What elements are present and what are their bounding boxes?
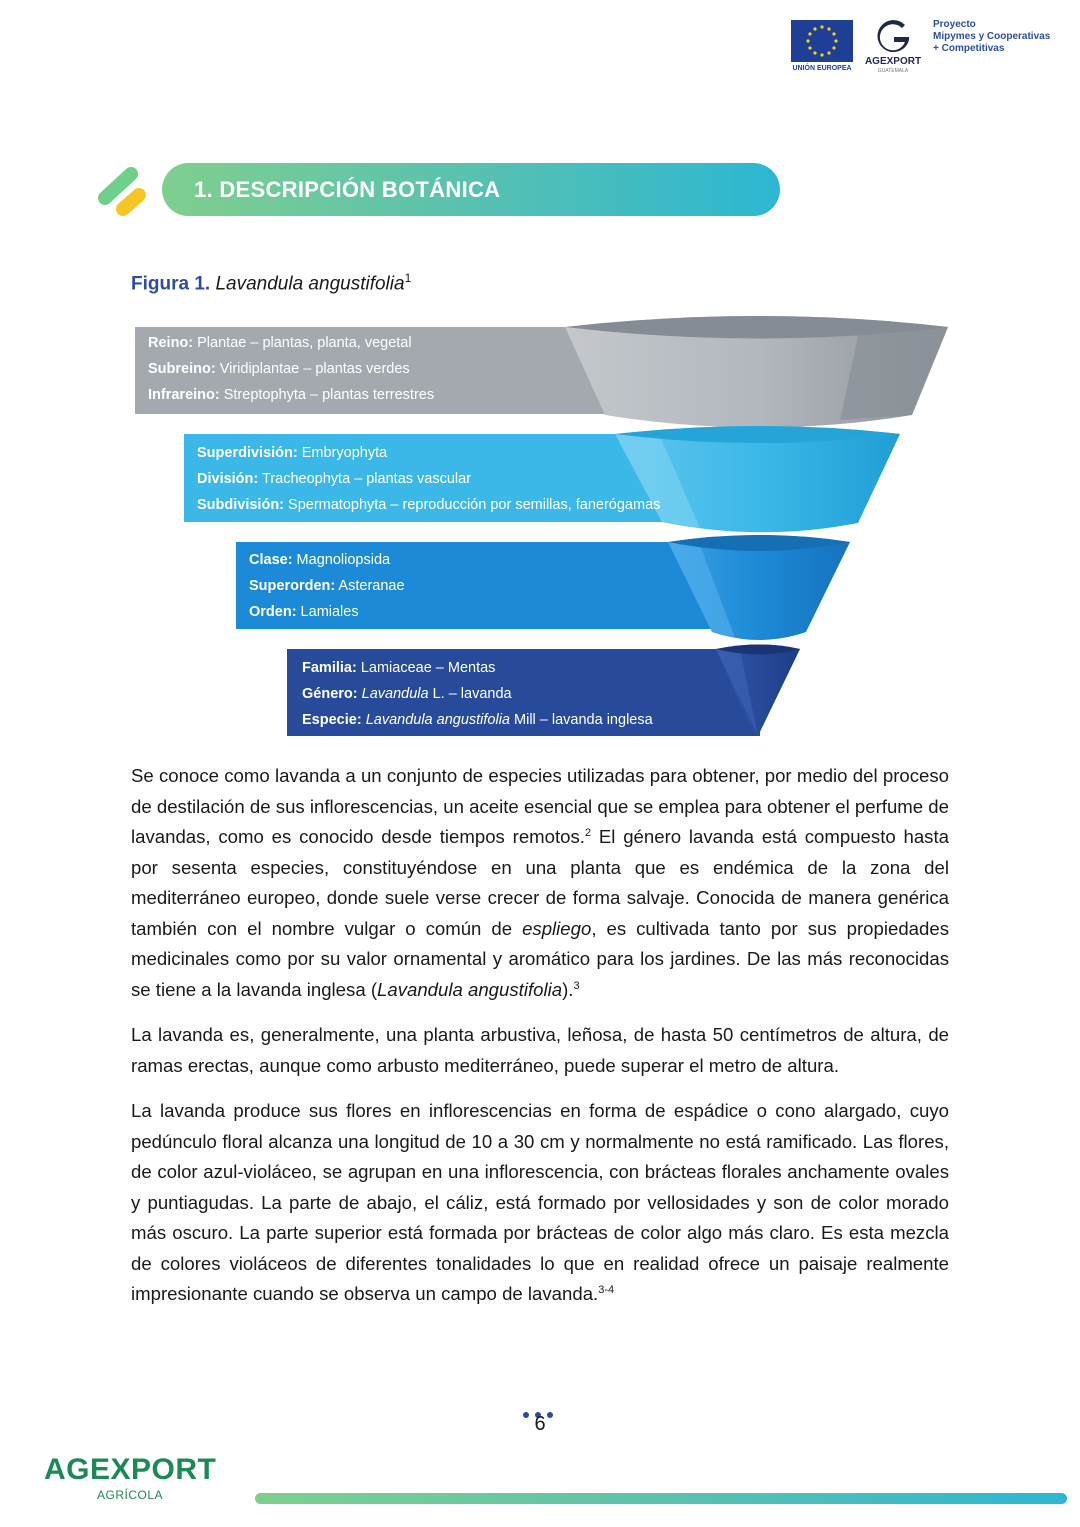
taxon-row [302, 655, 653, 681]
footnote-ref: 3-4 [598, 1283, 615, 1296]
taxon-italic: Lavandula [361, 686, 429, 702]
taxon-value: Plantae – plantas, planta, vegetal [193, 335, 412, 351]
footer-brand: AGEXPORT [44, 1453, 217, 1486]
funnel-level-3 [249, 547, 405, 625]
taxon-row [148, 356, 434, 382]
taxon-italic: Lavandula angustifolia [365, 712, 510, 728]
taxon-value: Lamiales [296, 604, 359, 620]
funnel-level-2 [197, 440, 660, 518]
text-run: El género lavanda está compuesto hasta por sesenta especies, constituyéndose en una planta que es endémica de la zona del mediterráneo europeo, donde suele verse crecer de forma salvaje. Conocida de manera genérica también con el nombre vulgar o común de [131, 826, 949, 939]
figure-number: Figura 1. [131, 273, 211, 295]
footnote-ref: 3 [573, 979, 580, 992]
taxon-row [249, 599, 405, 625]
taxon-row [197, 466, 660, 492]
funnel-level-1 [148, 330, 434, 408]
italic-term: espliego [522, 917, 592, 939]
taxon-row [148, 382, 434, 408]
taxon-row [197, 492, 660, 518]
figure-title: Lavandula angustifolia [215, 273, 405, 295]
paragraph-3 [131, 1096, 949, 1310]
agexport-label: AGEXPORT [864, 56, 922, 67]
taxon-key: Familia: [302, 660, 357, 676]
project-line: Mipymes y Cooperativas [933, 31, 1051, 42]
taxon-key: Reino: [148, 335, 194, 351]
footer-gradient-bar [255, 1493, 1067, 1504]
taxon-key: Superdivisión: [197, 445, 298, 461]
taxon-value-post: Mill – lavanda inglesa [510, 712, 653, 728]
section-title: 1. DESCRIPCIÓN BOTÁNICA [194, 177, 501, 202]
agexport-sub: GUATEMALA [877, 68, 909, 74]
taxon-row [302, 681, 653, 707]
taxon-row [249, 547, 405, 573]
text-run: Se conoce como lavanda a un conjunto de especies utilizadas para obtener, por medio del proceso de destilación de sus inflorescencias, un aceite esencial que se emplea para obtener el perfume de lavandas, como es conocido desde tiempos remotos. [131, 765, 949, 847]
taxon-value: Magnoliopsida [292, 552, 391, 568]
taxon-row [302, 707, 653, 733]
text-run: ). [562, 978, 574, 1000]
taxon-value: Asteranae [335, 578, 405, 594]
taxon-value-post: L. – lavanda [428, 686, 512, 702]
taxon-key: Especie: [302, 712, 362, 728]
taxon-key: Género: [302, 686, 358, 702]
taxon-value: Streptophyta – plantas terrestres [219, 387, 435, 403]
text-run: La lavanda produce sus flores en inflorescencias en forma de espádice o cono alargado, cuyo pedúnculo floral alcanza una longitud de 10 a 30 cm y normalmente no está ramificado. Las flores, de color azul-violáceo, se agrupan en una inflorescencia, con brácteas florales anchamente ovales y puntiagudas. La parte de abajo, el cáliz, está formado por vellosidades y son de color morado más oscuro. La parte superior está formada por brácteas de color algo más claro. Es esta mezcla de colores violáceos de diferentes tonalidades lo que en realidad ofrece un paisaje realmente impresionante cuando se observa un campo de lavanda. [131, 1100, 949, 1304]
italic-term: Lavandula angustifolia [377, 978, 563, 1000]
paragraph-2: La lavanda es, generalmente, una planta arbustiva, leñosa, de hasta 50 centímetros de altura, de ramas erectas, aunque como arbusto mediterráneo, puede superar el metro de altura. [131, 1024, 949, 1076]
taxon-value: Tracheophyta – plantas vascular [258, 471, 472, 487]
funnel-level-4 [302, 655, 653, 733]
footer-brand-sub: AGRÍCOLA [96, 1488, 163, 1502]
taxon-value: Embryophyta [297, 445, 388, 461]
taxon-key: División: [197, 471, 259, 487]
taxon-key: Infrareino: [148, 387, 220, 403]
taxon-row [148, 330, 434, 356]
taxon-key: Subreino: [148, 361, 216, 377]
taxon-key: Orden: [249, 604, 297, 620]
taxon-row [197, 440, 660, 466]
paragraph-1 [131, 761, 949, 1005]
taxon-value: Viridiplantae – plantas verdes [215, 361, 410, 377]
footnote-ref: 2 [584, 826, 592, 839]
taxon-value: Spermatophyta – reproducción por semillas, fanerógamas [284, 497, 661, 513]
taxon-key: Subdivisión: [197, 497, 284, 513]
text-run: , es cultivada tanto por sus propiedades medicinales como por su valor ornamental y aromático para los jardines. De las más reconocidas se tiene a la lavanda inglesa ( [131, 917, 949, 1000]
taxon-key: Superorden: [249, 578, 336, 594]
eu-label: UNIÓN EUROPEA [792, 65, 852, 72]
page-number: 6 [534, 1413, 546, 1435]
taxon-key: Clase: [249, 552, 293, 568]
taxon-value: Lamiaceae – Mentas [356, 660, 496, 676]
project-line: Proyecto [933, 19, 976, 30]
taxon-row [249, 573, 405, 599]
figure-ref: 1 [404, 271, 412, 285]
project-line: + Competitivas [933, 43, 1005, 54]
